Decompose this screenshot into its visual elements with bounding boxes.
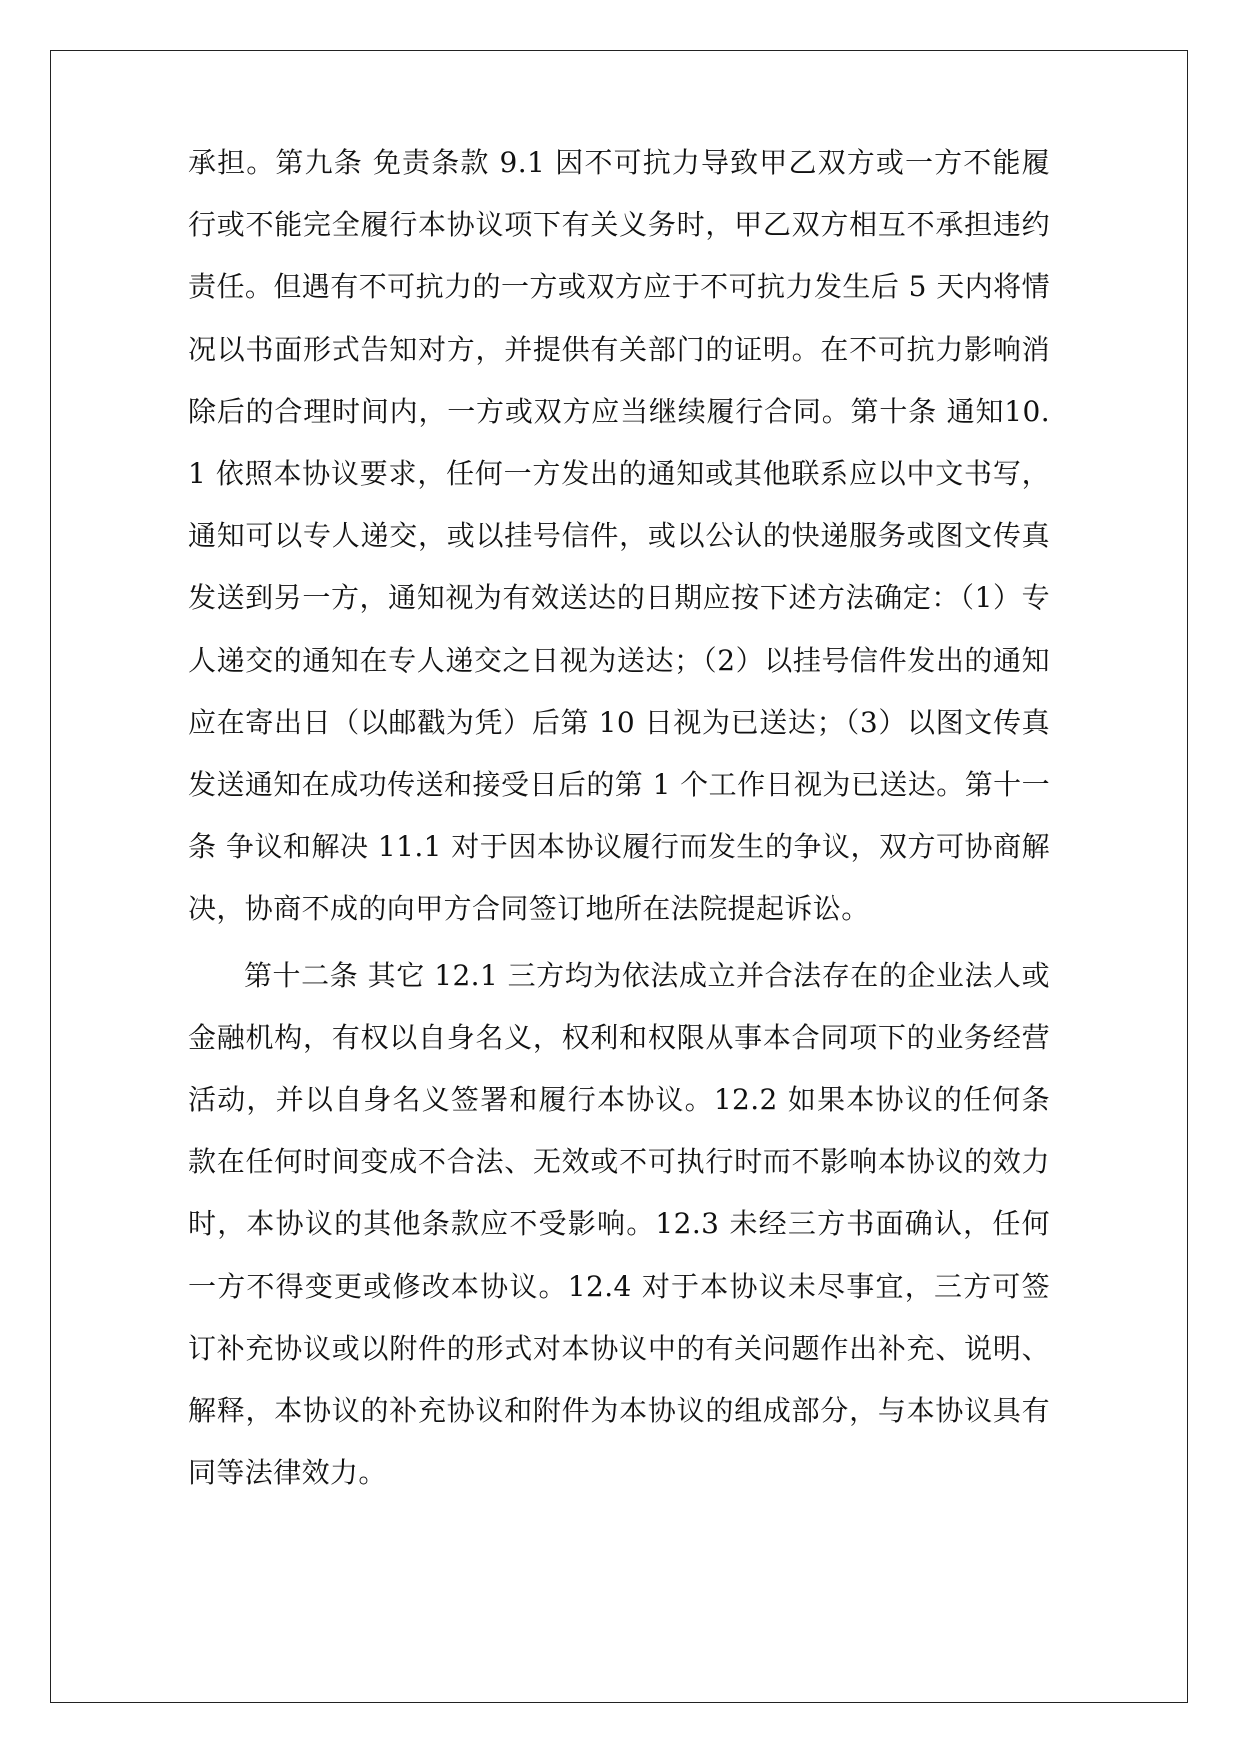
document-body <box>188 132 1050 1504</box>
paragraph-continued: 承担。第九条 免责条款 9.1 因不可抗力导致甲乙双方或一方不能履行或不能完全履行本协议项下有关义务时，甲乙双方相互不承担违约责任。但遇有不可抗力的一方或双方应于不可抗力发生后 5 天内将情况以书面形式告知对方，并提供有关部门的证明。在不可抗力影响消除后的合理时间内，一方或双方应当继续履行合同。第十条 通知10.1 依照本协议要求，任何一方发出的通知或其他联系应以中文书写，通知可以专人递交，或以挂号信件，或以公认的快递服务或图文传真发送到另一方，通知视为有效送达的日期应按下述方法确定：（1）专人递交的通知在专人递交之日视为送达；（2）以挂号信件发出的通知应在寄出日（以邮戳为凭）后第 10 日视为已送达；（3）以图文传真发送通知在成功传送和接受日后的第 1 个工作日视为已送达。第十一条 争议和解决 11.1 对于因本协议履行而发生的争议，双方可协商解决，协商不成的向甲方合同签订地所在法院提起诉讼。 <box>188 146 1050 926</box>
paragraph-article-12: 第十二条 其它 12.1 三方均为依法成立并合法存在的企业法人或金融机构，有权以自身名义，权利和权限从事本合同项下的业务经营活动，并以自身名义签署和履行本协议。12.2 如果本协议的任何条款在任何时间变成不合法、无效或不可执行时而不影响本协议的效力时，本协议的其他条款应不受影响。12.3 未经三方书面确认，任何一方不得变更或修改本协议。12.4 对于本协议未尽事宜，三方可签订补充协议或以附件的形式对本协议中的有关问题作出补充、说明、解释，本协议的补充协议和附件为本协议的组成部分，与本协议具有同等法律效力。 <box>188 958 1050 1490</box>
